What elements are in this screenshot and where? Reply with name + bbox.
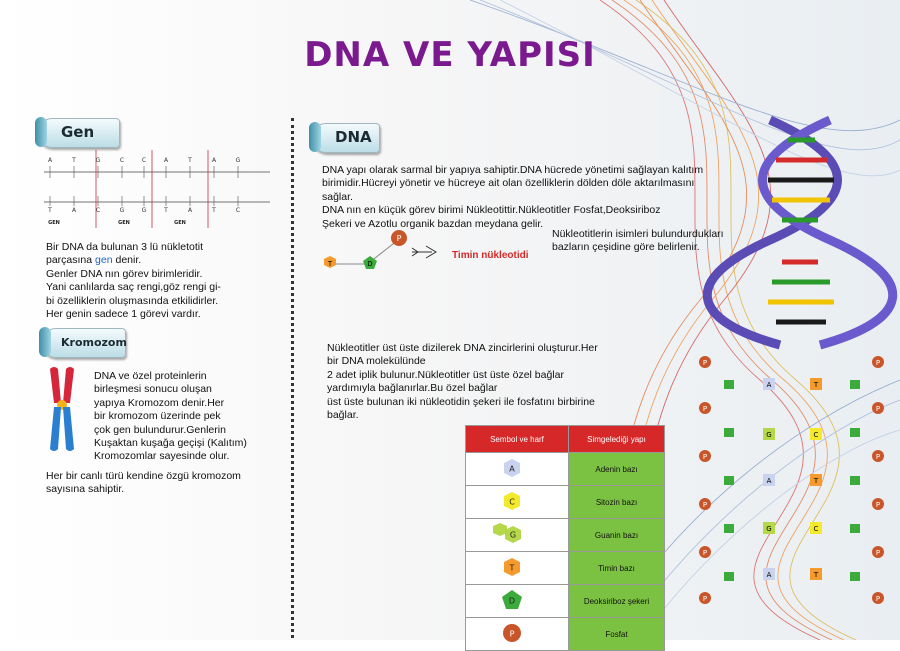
gen-tag: GEN <box>174 220 186 226</box>
svg-text:P: P <box>875 595 881 603</box>
gen-base-bottom: A <box>187 207 193 214</box>
symbol-cell <box>466 453 569 486</box>
svg-text:P: P <box>702 405 708 413</box>
symbol-shape-icon <box>467 487 567 515</box>
svg-text:P: P <box>875 405 881 413</box>
gen-base-top: A <box>211 157 217 164</box>
gen-base-top: G <box>235 157 241 164</box>
symbol-cell <box>466 486 569 519</box>
svg-text:P: P <box>702 453 708 461</box>
svg-text:G: G <box>766 525 772 533</box>
svg-text:P: P <box>875 549 881 557</box>
table-row <box>466 519 665 552</box>
nucleotide-sugar: D <box>367 260 373 268</box>
section-divider <box>291 118 294 638</box>
svg-text:C: C <box>813 431 819 439</box>
svg-text:P: P <box>875 453 881 461</box>
tab-dna-label: DNA <box>335 128 372 146</box>
structure-label: Sitozin bazı <box>569 486 665 519</box>
table-row <box>466 585 665 618</box>
gen-base-bottom: C <box>95 207 101 214</box>
gen-paragraph: Bir DNA da bulunan 3 lü nükletotit parçasına gen denir. Genler DNA nın görev birimleridir. Yani canlılarda saç rengi,göz rengi gi- bi özelliklerin oluşmasında etkilidirler. Her genin sadece 1 görevi vardır. <box>46 241 221 321</box>
svg-text:G: G <box>766 431 772 439</box>
symbol-letter: T <box>509 563 515 573</box>
svg-text:P: P <box>702 501 708 509</box>
svg-text:T: T <box>813 381 819 389</box>
tab-dna <box>312 123 380 153</box>
gen-base-top: C <box>119 157 125 164</box>
gen-base-bottom: A <box>71 207 77 214</box>
gen-base-top: G <box>95 157 101 164</box>
symbol-shape-icon <box>467 553 567 581</box>
nucleotide-base: T <box>327 260 333 268</box>
gen-base-top: A <box>47 157 53 164</box>
symbol-letter: P <box>509 629 515 639</box>
structure-label: Guanin bazı <box>569 519 665 552</box>
structure-label: Adenin bazı <box>569 453 665 486</box>
table-header: Simgelediği yapı <box>569 426 665 453</box>
structure-label: Timin bazı <box>569 552 665 585</box>
structure-label: Fosfat <box>569 618 665 651</box>
gen-base-bottom: G <box>119 207 125 214</box>
tab-gen <box>38 118 120 148</box>
svg-text:C: C <box>813 525 819 533</box>
dna-paragraph-1: DNA yapı olarak sarmal bir yapıya sahiptir.DNA hücrede yönetimi sağlayan kalıtım birimidir.Hücreyi yönetir ve hücreye ait olan özelliklerin dölden döle aktarılmasını sağlar. DNA nın en küçük görev birimi Nükleotittir.Nükleotitler Fosfat,Deoksiriboz Şekeri ve Azotlu organik bazdan meydana gelir. <box>322 164 704 230</box>
nucleotide-phosphate: P <box>396 234 402 243</box>
gen-sequence-diagram <box>40 150 280 230</box>
chromosome-icon <box>44 365 80 453</box>
page-title: DNA VE YAPISI <box>304 35 596 75</box>
svg-text:P: P <box>702 595 708 603</box>
svg-text:T: T <box>813 477 819 485</box>
table-row <box>466 453 665 486</box>
svg-text:A: A <box>766 381 772 389</box>
dna-paragraph-2: Nükleotitlerin isimleri bulundurdukları bazların çeşidine göre belirlenir. <box>552 228 724 254</box>
structure-label: Deoksiriboz şekeri <box>569 585 665 618</box>
symbol-cell <box>466 552 569 585</box>
symbol-letter: D <box>508 596 516 606</box>
svg-text:P: P <box>702 359 708 367</box>
symbol-shape-icon <box>467 619 567 647</box>
symbol-letter: G <box>509 530 517 540</box>
tab-kromozom <box>42 328 126 358</box>
svg-text:P: P <box>702 549 708 557</box>
symbol-letter: A <box>509 464 515 474</box>
svg-text:A: A <box>766 477 772 485</box>
symbol-cell <box>466 519 569 552</box>
svg-text:T: T <box>813 571 819 579</box>
gen-base-bottom: G <box>141 207 147 214</box>
symbol-shape-icon <box>467 520 567 548</box>
dna-paragraph-3: Nükleotitler üst üste dizilerek DNA zincirlerini oluşturur.Her bir DNA molekülünde 2 adet iplik bulunur.Nükleotitler üst üste özel bağlar yardımıyla bağlanırlar.Bu özel bağlar üst üste bulunan iki nükleotidin şekeri ile fosfatını birbirine bağlar. <box>327 342 598 422</box>
table-row <box>466 486 665 519</box>
gen-tag: GEN <box>118 220 130 226</box>
tab-kromozom-label: Kromozom <box>61 336 127 349</box>
gen-highlight: gen <box>95 254 113 267</box>
gen-base-top: T <box>72 157 76 164</box>
gen-base-bottom: C <box>235 207 241 214</box>
gen-base-bottom: T <box>48 207 52 214</box>
svg-text:P: P <box>875 501 881 509</box>
symbol-table <box>465 425 665 651</box>
gen-base-bottom: T <box>164 207 168 214</box>
gen-tag: GEN <box>48 220 60 226</box>
kromozom-paragraph: DNA ve özel proteinlerin birleşmesi sonucu oluşan yapıya Kromozom denir.Her bir kromozom üzerinde pek çok gen bulundurur.Genlerin Kuşaktan kuşağa geçişi (Kalıtım) Kromozomlar sayesinde olur. <box>94 370 247 463</box>
symbol-letter: C <box>509 497 515 507</box>
table-row <box>466 552 665 585</box>
tab-gen-label: Gen <box>61 123 95 141</box>
timin-nucleotide-label: Timin nükleotidi <box>452 250 529 261</box>
symbol-cell <box>466 585 569 618</box>
gen-base-bottom: T <box>212 207 216 214</box>
symbol-shape-icon <box>467 454 567 482</box>
nucleotide-diagram <box>318 228 448 278</box>
svg-text:A: A <box>766 571 772 579</box>
gen-base-top: A <box>163 157 169 164</box>
table-row <box>466 618 665 651</box>
gen-base-top: C <box>141 157 147 164</box>
gen-base-top: T <box>188 157 192 164</box>
kromozom-paragraph-2: Her bir canlı türü kendine özgü kromozom sayısına sahiptir. <box>46 470 241 496</box>
svg-text:P: P <box>875 359 881 367</box>
table-header: Sembol ve harf <box>466 426 569 453</box>
symbol-shape-icon <box>467 586 567 614</box>
symbol-cell <box>466 618 569 651</box>
